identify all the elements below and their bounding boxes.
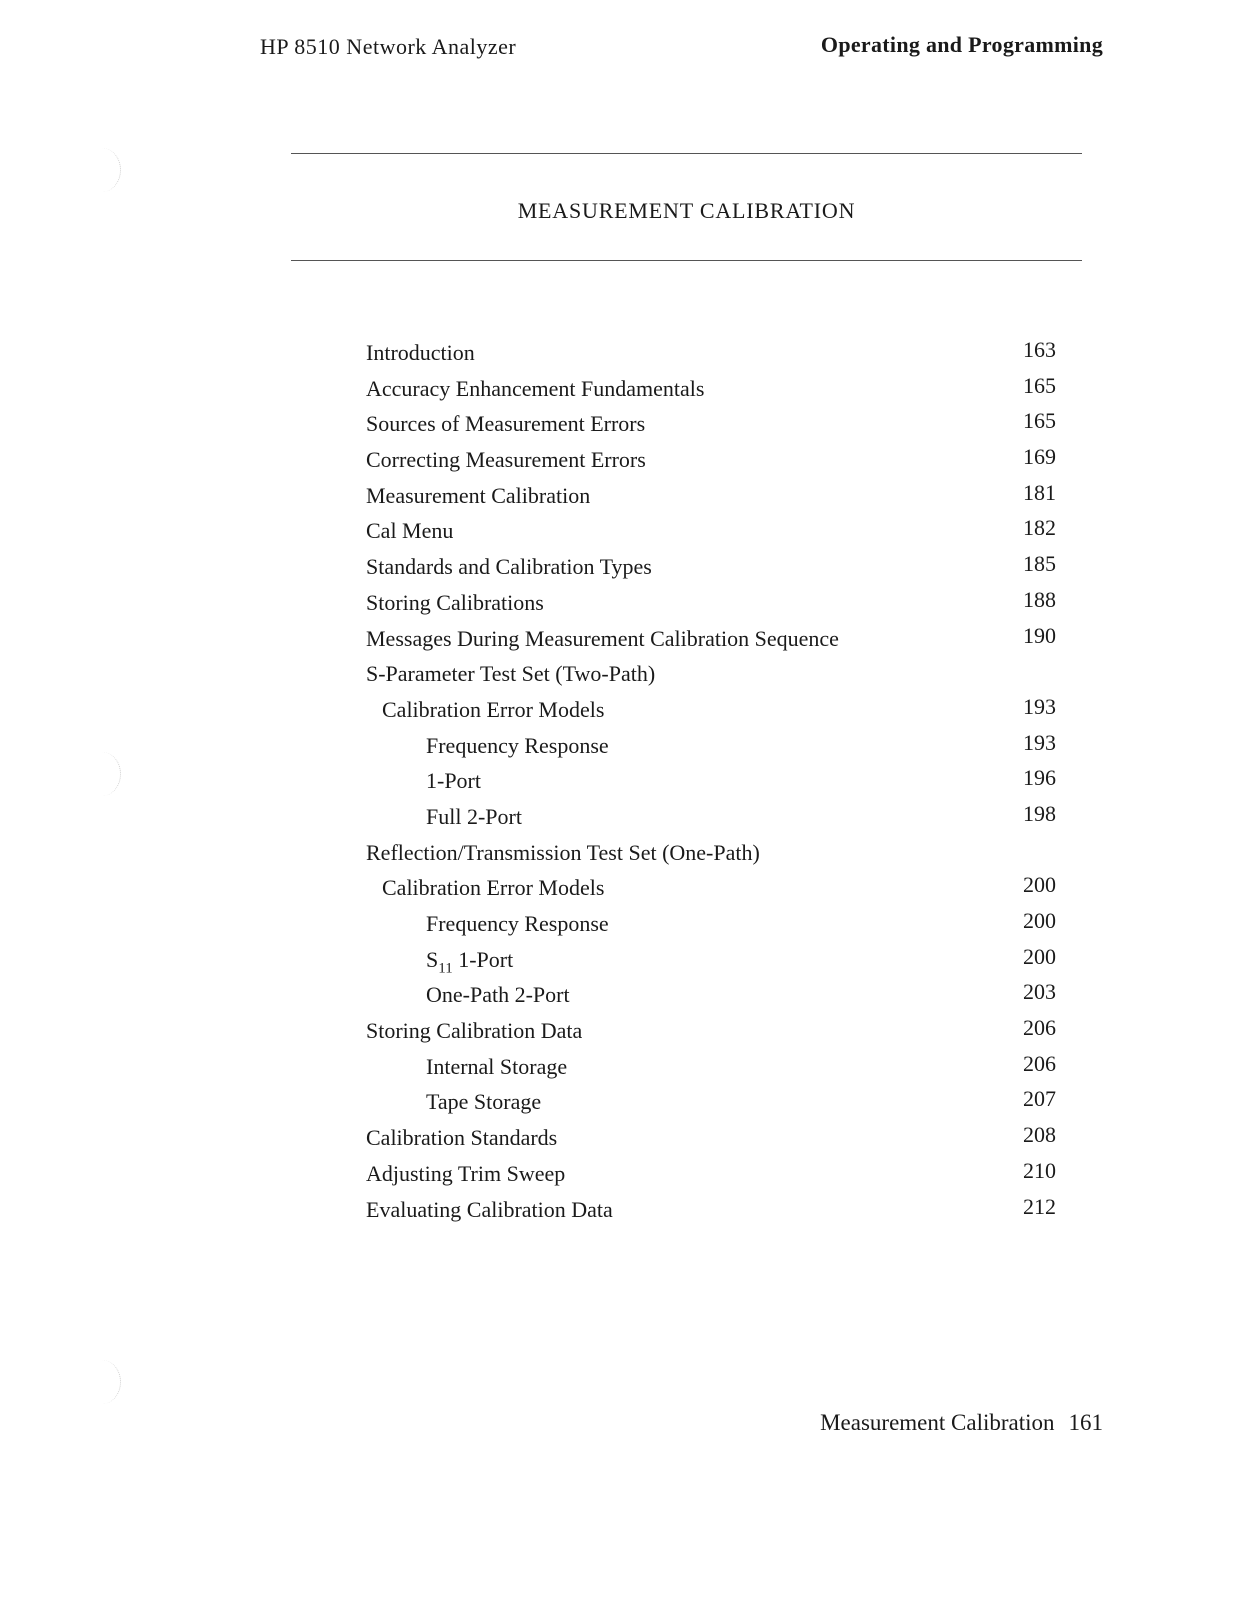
toc-entry <box>366 1193 1056 1233</box>
toc-entry-title-text: Full 2-Port <box>426 803 522 829</box>
toc-entry-title-text: S-Parameter Test Set (Two-Path) <box>366 661 656 687</box>
toc-entry <box>366 693 1056 733</box>
toc-entry-title <box>426 804 522 830</box>
toc-entry-title-text: Cal Menu <box>366 518 454 544</box>
toc-entry-page: 200 <box>1023 872 1056 898</box>
toc-entry <box>366 444 1056 483</box>
toc-entry-page: 188 <box>1023 586 1056 612</box>
toc-entry-title <box>426 1089 541 1115</box>
toc-entry <box>366 1086 1056 1125</box>
toc-entry-title <box>382 875 604 901</box>
toc-entry <box>366 661 1056 697</box>
toc-entry-title-text: Calibration Error Models <box>382 696 605 722</box>
toc-entry-page: 193 <box>1023 693 1056 719</box>
toc-entry-title <box>366 1161 565 1187</box>
section-title: MEASUREMENT CALIBRATION <box>517 198 856 223</box>
toc-entry-title-suffix: 1-Port <box>452 946 514 972</box>
toc-entry-page: 212 <box>1023 1193 1056 1219</box>
toc-entry-title <box>366 554 652 580</box>
toc-entry <box>366 1122 1056 1161</box>
page-number: 161 <box>1068 1410 1103 1435</box>
toc-entry-page: 198 <box>1023 800 1056 826</box>
toc-entry-title <box>426 982 570 1008</box>
toc-entry-title <box>366 518 453 544</box>
toc-entry-title-text: Messages During Measurement Calibration Sequence <box>366 625 839 651</box>
toc-entry <box>366 1015 1056 1054</box>
toc-entry-title-text: Measurement Calibration <box>366 482 591 508</box>
toc-entry <box>366 551 1056 590</box>
toc-entry-title-text: S <box>426 946 439 972</box>
toc-entry <box>366 1157 1056 1197</box>
toc-entry-page: 182 <box>1023 515 1056 541</box>
toc-entry-page: 193 <box>1023 729 1056 755</box>
toc-entry-page: 207 <box>1023 1086 1056 1112</box>
toc-entry-page: 169 <box>1023 444 1056 470</box>
toc-entry-page: 200 <box>1023 908 1056 933</box>
toc-entry-title-text: Correcting Measurement Errors <box>366 447 646 473</box>
toc-entry-title-text: Internal Storage <box>426 1053 568 1079</box>
toc-entry-title <box>426 733 609 759</box>
title-rule-bottom <box>291 260 1082 261</box>
toc-entry-page: 200 <box>1023 943 1056 969</box>
toc-entry-title <box>366 483 590 509</box>
toc-entry-title-text: Sources of Measurement Errors <box>366 411 646 437</box>
toc-entry-title <box>426 911 609 937</box>
toc-entry <box>366 729 1056 769</box>
toc-entry-title <box>366 1125 557 1151</box>
toc-entry-title-text: Evaluating Calibration Data <box>366 1196 613 1222</box>
toc-entry-page: 165 <box>1023 408 1056 434</box>
toc-entry-page: 203 <box>1023 979 1056 1005</box>
toc-entry-title-text: Frequency Response <box>426 732 609 758</box>
toc-entry-title-text: One-Path 2-Port <box>426 982 570 1008</box>
toc-entry-title-text: Adjusting Trim Sweep <box>366 1160 566 1186</box>
toc-entry-title <box>366 340 475 366</box>
toc-entry <box>366 872 1056 911</box>
toc-entry <box>366 515 1056 554</box>
toc-entry-title <box>366 626 839 652</box>
toc-entry-title <box>366 411 645 437</box>
toc-entry-title <box>366 840 760 866</box>
toc-entry <box>366 372 1056 412</box>
toc-entry <box>366 800 1056 840</box>
running-header-right: Operating and Programming <box>820 32 1103 57</box>
toc-entry-page: 210 <box>1023 1157 1056 1183</box>
binder-hole <box>84 148 121 192</box>
toc-entry <box>366 622 1056 662</box>
toc-entry-title <box>426 768 481 794</box>
toc-entry-title <box>382 697 604 723</box>
toc-entry-title-text: Tape Storage <box>426 1089 542 1115</box>
toc-entry-page: 196 <box>1023 765 1056 791</box>
toc-entry-title <box>366 1018 582 1044</box>
toc-entry-title <box>426 947 513 977</box>
toc-entry <box>366 586 1056 626</box>
toc-entry-page: 181 <box>1023 479 1056 505</box>
toc-entry-title <box>426 1054 567 1080</box>
toc-entry-title <box>366 376 704 402</box>
toc-entry-title-text: Reflection/Transmission Test Set (One-Path) <box>366 839 760 865</box>
toc-entry <box>366 337 1056 376</box>
toc-entry-title <box>366 1197 613 1223</box>
toc-entry-page: 163 <box>1023 337 1056 362</box>
toc-entry-title <box>366 661 655 687</box>
toc-entry <box>366 408 1056 447</box>
toc-entry-title-text: Calibration Error Models <box>382 875 605 901</box>
toc-entry <box>366 1050 1056 1090</box>
running-header-left: HP 8510 Network Analyzer <box>260 34 517 59</box>
binder-hole <box>84 752 121 796</box>
toc-entry-page: 206 <box>1023 1050 1056 1076</box>
toc-entry <box>366 765 1056 804</box>
toc-entry-title-text: Storing Calibration Data <box>366 1018 583 1044</box>
toc-entry-title-text: Storing Calibrations <box>366 589 544 615</box>
toc-entry <box>366 479 1056 519</box>
toc-entry-page: 190 <box>1023 622 1056 648</box>
toc-entry-subscript: 11 <box>438 960 453 977</box>
toc-entry-title-text: Standards and Calibration Types <box>366 554 652 580</box>
footer-section: Measurement Calibration <box>820 1410 1055 1435</box>
toc-entry-page: 165 <box>1023 372 1056 398</box>
toc-entry-page: 185 <box>1023 551 1056 577</box>
toc-entry-title-text: Frequency Response <box>426 911 609 936</box>
toc-entry <box>366 908 1056 947</box>
toc-entry-title-text: Accuracy Enhancement Fundamentals <box>366 375 705 401</box>
toc-entry-page: 206 <box>1023 1015 1056 1041</box>
binder-hole <box>84 1360 121 1404</box>
toc-entry-title <box>366 590 544 616</box>
toc-entry <box>366 979 1056 1018</box>
toc-entry-title <box>366 447 646 473</box>
page-footer <box>820 1410 1103 1436</box>
title-rule-top <box>291 153 1082 154</box>
toc-entry-title-text: 1-Port <box>426 768 481 794</box>
toc-entry-title-text: Calibration Standards <box>366 1125 558 1151</box>
toc-entry <box>366 943 1056 983</box>
table-of-contents <box>366 337 1056 1232</box>
toc-entry-page: 208 <box>1023 1122 1056 1148</box>
toc-entry <box>366 840 1056 876</box>
toc-entry-title-text: Introduction <box>366 340 475 365</box>
